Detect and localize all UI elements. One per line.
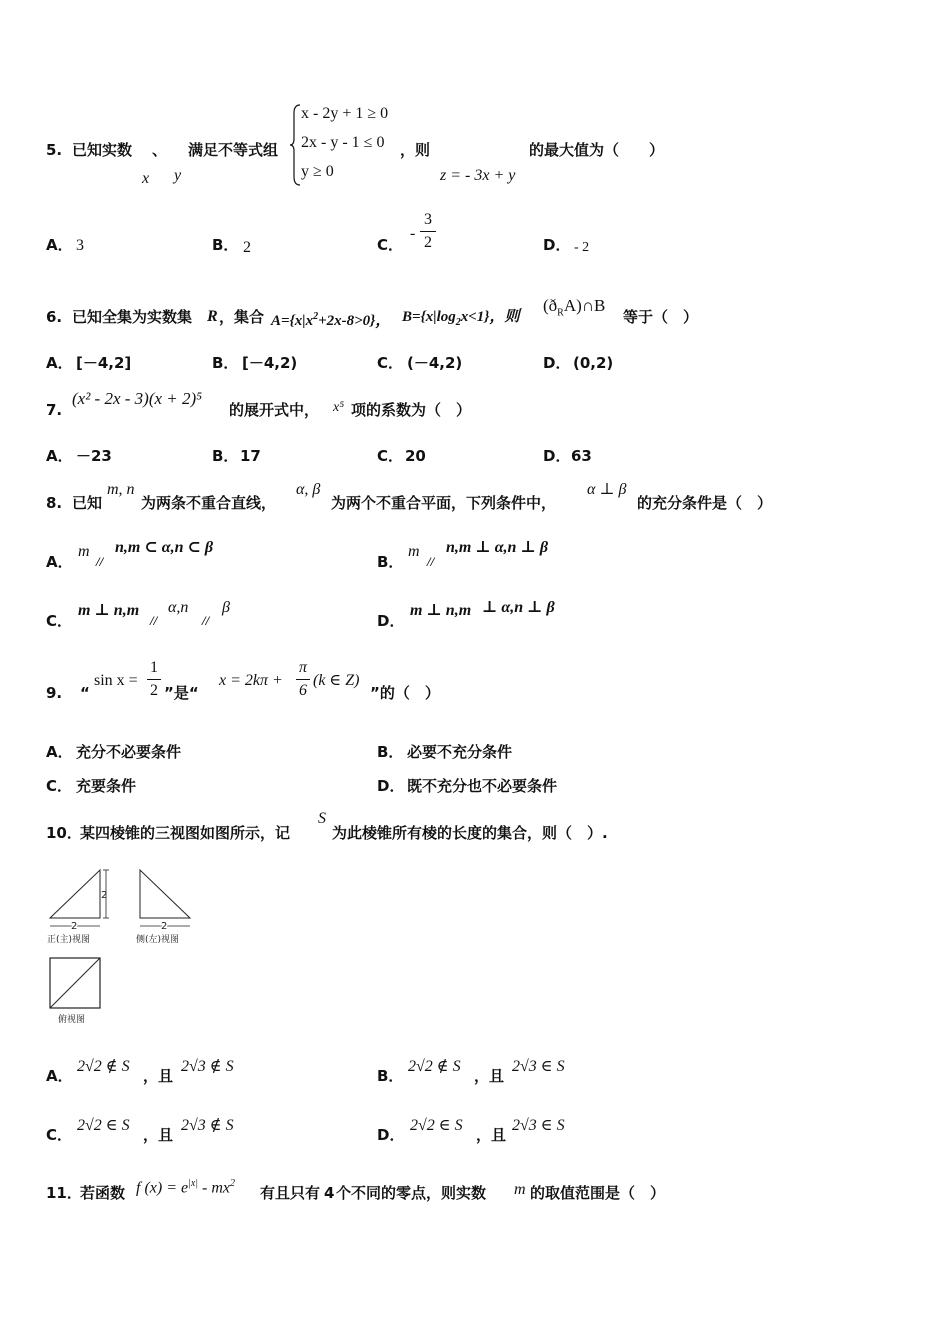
q10-option-d-second: 2√3 ∈ S [512,1117,565,1134]
q5-text-4: 的最大值为（ ） [529,141,665,159]
q11-function-head: f (x) = e [136,1179,189,1197]
q10-option-a-first: 2√2 ∉ S [77,1058,130,1075]
q7-number: 7. [46,401,63,419]
q9-kz: (k ∈ Z) [313,672,360,689]
side-width-dim: 2 [161,921,168,932]
q8-option-c-parallel: // [150,613,158,628]
q8-text-3: 为两个不重合平面，下列条件中， [331,494,557,512]
side-view [136,870,190,945]
q9-tail: ”的（ ） [370,684,440,702]
q11-function-exp: |x| [188,1178,199,1189]
q7-expression: (x² - 2x - 3)(x + 2)⁵ [72,389,203,408]
q11-function-mid: - mx [198,1179,231,1197]
q6-option-b-value: [－4,2) [242,354,298,372]
q7-option-a-value: －23 [76,447,112,465]
q5-text-2: 满足不等式组 [188,141,279,159]
q10-S: S [318,810,326,827]
q7-option-b-label: B． [212,447,239,465]
q8-option-d-rest: ⊥ α,n ⊥ β [482,599,555,616]
q5-system-line-2: 2x - y - 1 ≤ 0 [301,134,385,151]
q6-set-a [271,308,390,330]
q5-system-line-3: y ≥ 0 [301,163,334,180]
q7-text: 的展开式中， [229,401,320,419]
q10-option-b-sep: ，且 [474,1067,505,1085]
q6-option-a-label: A． [46,354,73,372]
q8-option-c-rest-2: β [222,599,230,616]
q7-option-b-value: 17 [240,447,261,465]
q10-option-d-sep: ，且 [476,1126,507,1144]
q7-option-c-value: 20 [405,447,426,465]
q6-option-d-label: D． [543,354,571,372]
q9-is: ”是“ [164,684,199,702]
q5-option-c-label: C． [377,236,404,254]
q6-option-a-value: [－4,2] [76,354,132,372]
q5-option-d-value: - 2 [574,240,590,255]
front-view-label: 正(主)视图 [47,935,91,945]
q9-option-d-value: 既不充分也不必要条件 [407,777,558,795]
q10-option-a-sep: ，且 [143,1067,174,1085]
q8-option-c-rest: α,n [168,599,189,616]
q6-option-c-label: C． [377,354,404,372]
q10-text-1: 某四棱锥的三视图如图所示，记 [80,824,291,842]
q8-perp: α ⊥ β [587,481,627,498]
q10-option-b-second: 2√3 ∈ S [512,1058,565,1075]
q9-x-expression: x = 2kπ + [219,672,283,689]
q5-var-x: x [142,170,150,187]
q6-set-b-head: B={x|log [402,309,456,325]
q7-option-c-label: C． [377,447,404,465]
q6-set-b-base: 2 [455,317,461,328]
q6-R: R [207,308,218,325]
q8-option-d-label: D． [377,612,405,630]
q8-option-a-rest: n,m ⊂ α,n ⊂ β [115,539,214,556]
q6-text: 已知全集为实数集 [72,308,193,326]
q8-mn: m, n [107,481,135,498]
q11-m: m [514,1181,526,1198]
q11-four: 4 [324,1184,335,1202]
q8-option-c-label: C． [46,612,73,630]
q5-z-expression: z = - 3x + y [440,167,516,184]
q5-var-y: y [174,167,182,184]
q6-set-b-tail: x<1}，则 [460,309,520,325]
q7-tail: 项的系数为（ ） [351,401,472,419]
q9-half-denominator: 2 [150,682,158,699]
q6-complement-expression [543,297,605,322]
q6-option-d-value: (0,2) [573,354,614,372]
q8-option-b-label: B． [377,553,404,571]
q11-number: 11． [46,1184,82,1202]
q8-alpha-beta: α, β [296,481,321,498]
q9-option-b-value: 必要不充分条件 [407,743,513,761]
q10-option-a-second: 2√3 ∉ S [181,1058,234,1075]
front-height-dim: 2 [101,890,108,901]
q10-option-c-first: 2√2 ∈ S [77,1117,130,1134]
q6-expr-sub: R [557,307,564,319]
q8-option-c-m: m ⊥ n,m [78,602,140,619]
q8-option-c-parallel-2: // [202,613,210,628]
q6-set-b [402,308,520,332]
q9-option-c-label: C． [46,777,73,795]
q7-option-d-label: D． [543,447,571,465]
q8-option-a-parallel: // [96,554,104,569]
q8-option-b-rest: n,m ⊥ α,n ⊥ β [446,539,549,556]
q10-option-c-sep: ，且 [143,1126,174,1144]
q5-text-1: 已知实数 [72,141,133,159]
q5-option-c-numerator: 3 [424,211,432,228]
q10-option-b-label: B． [377,1067,404,1085]
q10-option-d-first: 2√2 ∈ S [410,1117,463,1134]
q10-option-b-first: 2√2 ∉ S [408,1058,461,1075]
q8-option-a-m: m [78,543,90,560]
q5-system-line-1: x - 2y + 1 ≥ 0 [301,105,389,122]
q10-number: 10． [46,824,82,842]
q9-pi-fraction [296,659,310,700]
q8-text-1: 已知 [72,494,103,512]
top-view-label: 俯视图 [58,1015,86,1025]
q8-tail: 的充分条件是（ ） [637,494,773,512]
three-view-figure [44,862,204,1032]
q9-pi-denominator: 6 [299,682,307,699]
q9-option-d-label: D． [377,777,405,795]
q9-quote-open: “ [80,684,90,702]
q11-tail: 的取值范围是（ ） [530,1184,666,1202]
q6-text-2: ，集合 [219,308,265,326]
q9-option-c-value: 充要条件 [76,777,137,795]
q5-sep: 、 [152,141,168,159]
q10-option-d-label: D． [377,1126,405,1144]
q6-expr-tail: A)∩B [563,296,606,315]
front-width-dim: 2 [71,921,78,932]
q6-set-a-exp: 2 [313,311,319,322]
q8-option-d-m: m ⊥ n,m [410,602,472,619]
q6-set-a-tail: +2x-8>0}， [318,313,391,329]
q9-half-fraction [147,659,161,700]
q9-option-b-label: B． [377,743,404,761]
q10-option-a-label: A． [46,1067,73,1085]
q11-text-2: 有且只有 [260,1184,321,1202]
q6-expr-head: (ð [543,296,558,315]
q7-option-a-label: A． [46,447,73,465]
q6-set-a-head: A={x|x [271,313,314,329]
q11-text-1: 若函数 [80,1184,126,1202]
q9-number: 9. [46,684,63,702]
q8-text-2: 为两条不重合直线， [141,494,277,512]
q5-option-c-denominator: 2 [424,234,432,251]
front-view [47,870,109,945]
q5-number: 5. [46,141,63,159]
q5-option-a-label: A． [46,236,73,254]
top-view [50,958,100,1025]
q5-option-d-label: D． [543,236,571,254]
q5-option-a-value: 3 [76,237,84,254]
q8-option-b-m: m [408,543,420,560]
q9-half-numerator: 1 [150,659,158,676]
side-view-label: 侧(左)视图 [136,935,180,945]
q8-option-a-label: A． [46,553,73,571]
q10-option-c-second: 2√3 ∉ S [181,1117,234,1134]
q7-x5: x⁵ [333,400,345,415]
q5-text-3: ，则 [400,141,431,159]
q11-function-exp2: 2 [230,1178,236,1189]
q6-tail: 等于（ ） [623,308,699,326]
q9-pi-numerator: π [298,659,307,676]
q6-number: 6. [46,308,63,326]
q5-option-c-fraction [420,211,436,252]
q10-text-2: 为此棱锥所有棱的长度的集合，则（ ）. [332,824,608,842]
q9-option-a-label: A． [46,743,73,761]
q7-option-d-value: 63 [571,447,592,465]
q5-option-b-label: B． [212,236,239,254]
q8-number: 8. [46,494,63,512]
q9-sin-expression: sin x = [94,672,138,689]
q10-option-c-label: C． [46,1126,73,1144]
q5-option-c-sign: - [410,225,416,242]
q11-text-3: 个不同的零点，则实数 [336,1184,487,1202]
q11-function [136,1175,235,1197]
q6-option-c-value: (－4,2) [407,354,463,372]
q9-option-a-value: 充分不必要条件 [76,743,182,761]
q5-option-b-value: 2 [243,239,251,256]
q6-option-b-label: B． [212,354,239,372]
q8-option-b-parallel: // [427,554,435,569]
